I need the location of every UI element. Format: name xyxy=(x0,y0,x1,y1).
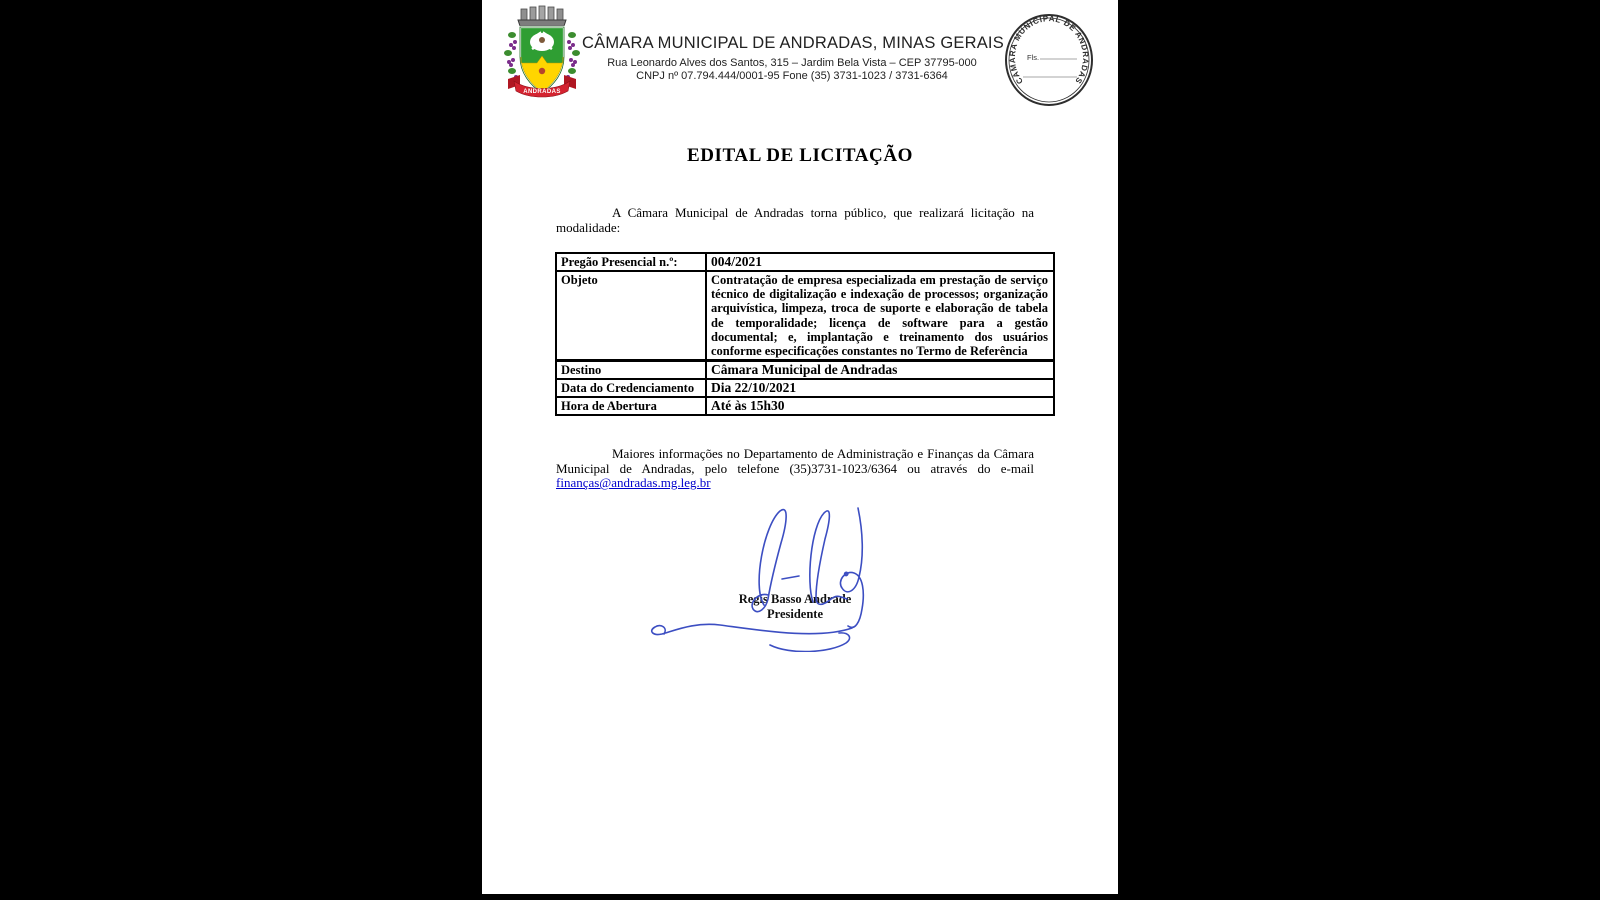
info-paragraph xyxy=(556,447,1034,491)
signature-block xyxy=(685,592,905,622)
row-value: Contratação de empresa especializada em prestação de serviço técnico de digitalização e indexação de processos; organização arquivística, limpeza, troca de suporte e elaboração de tabela de temporalidade; licença de software para a gestão documental; e, implantação e treinamento dos usuários conforme especificações constantes no Termo de Referência xyxy=(706,271,1054,361)
org-name: CÂMARA MUNICIPAL DE ANDRADAS, MINAS GERAIS xyxy=(582,34,1004,52)
signer-role: Presidente xyxy=(766,607,823,621)
row-value: Dia 22/10/2021 xyxy=(706,379,1054,397)
intro-paragraph: A Câmara Municipal de Andradas torna público, que realizará licitação na modalidade: xyxy=(556,205,1034,235)
row-value: 004/2021 xyxy=(706,253,1054,271)
table-row-hora-abertura xyxy=(556,397,1054,415)
licitacao-table xyxy=(555,252,1055,416)
row-label: Data do Credenciamento xyxy=(556,379,706,397)
org-address: Rua Leonardo Alves dos Santos, 315 – Jardim Bela Vista – CEP 37795-000 xyxy=(607,57,977,69)
letterhead xyxy=(582,34,1002,83)
row-label: Hora de Abertura xyxy=(556,397,706,415)
crest-vine-right xyxy=(566,32,580,82)
row-label: Objeto xyxy=(556,271,706,361)
org-cnpj-phone: CNPJ nº 07.794.444/0001-95 Fone (35) 3731-1023 / 3731-6364 xyxy=(636,70,948,82)
email-link[interactable]: finanças@andradas.mg.leg.br xyxy=(556,475,711,491)
row-value: Câmara Municipal de Andradas xyxy=(706,361,1054,380)
table-row-destino xyxy=(556,361,1054,380)
crest-crown xyxy=(518,6,566,26)
signature-scribble-icon xyxy=(640,487,905,652)
page-title: EDITAL DE LICITAÇÃO xyxy=(686,145,914,166)
row-value: Até às 15h30 xyxy=(706,397,1054,415)
table-row-data-credenciamento xyxy=(556,379,1054,397)
stamp-arc-label: CÂMARA MUNICIPAL DE ANDRADAS xyxy=(1007,14,1091,86)
crest-ribbon-label: ANDRADAS xyxy=(523,89,561,95)
round-stamp-icon xyxy=(987,8,1107,114)
coat-of-arms-icon xyxy=(494,5,590,105)
table-row-objeto xyxy=(556,271,1054,361)
stamp-fls-label: Fls. xyxy=(1027,53,1040,62)
row-label: Pregão Presencial n.º: xyxy=(556,253,706,271)
row-label: Destino xyxy=(556,361,706,380)
document-page xyxy=(482,0,1118,894)
table-row-pregao xyxy=(556,253,1054,271)
info-text: Maiores informações no Departamento de Administração e Finanças da Câmara Municipal de Andradas, pelo telefone (35)3731-1023/6364 ou através do e-mail xyxy=(556,446,1034,476)
crest-vine-left xyxy=(504,32,518,82)
signer-name: Regis Basso Andrade xyxy=(738,592,852,606)
crest-center-mark xyxy=(539,68,545,74)
